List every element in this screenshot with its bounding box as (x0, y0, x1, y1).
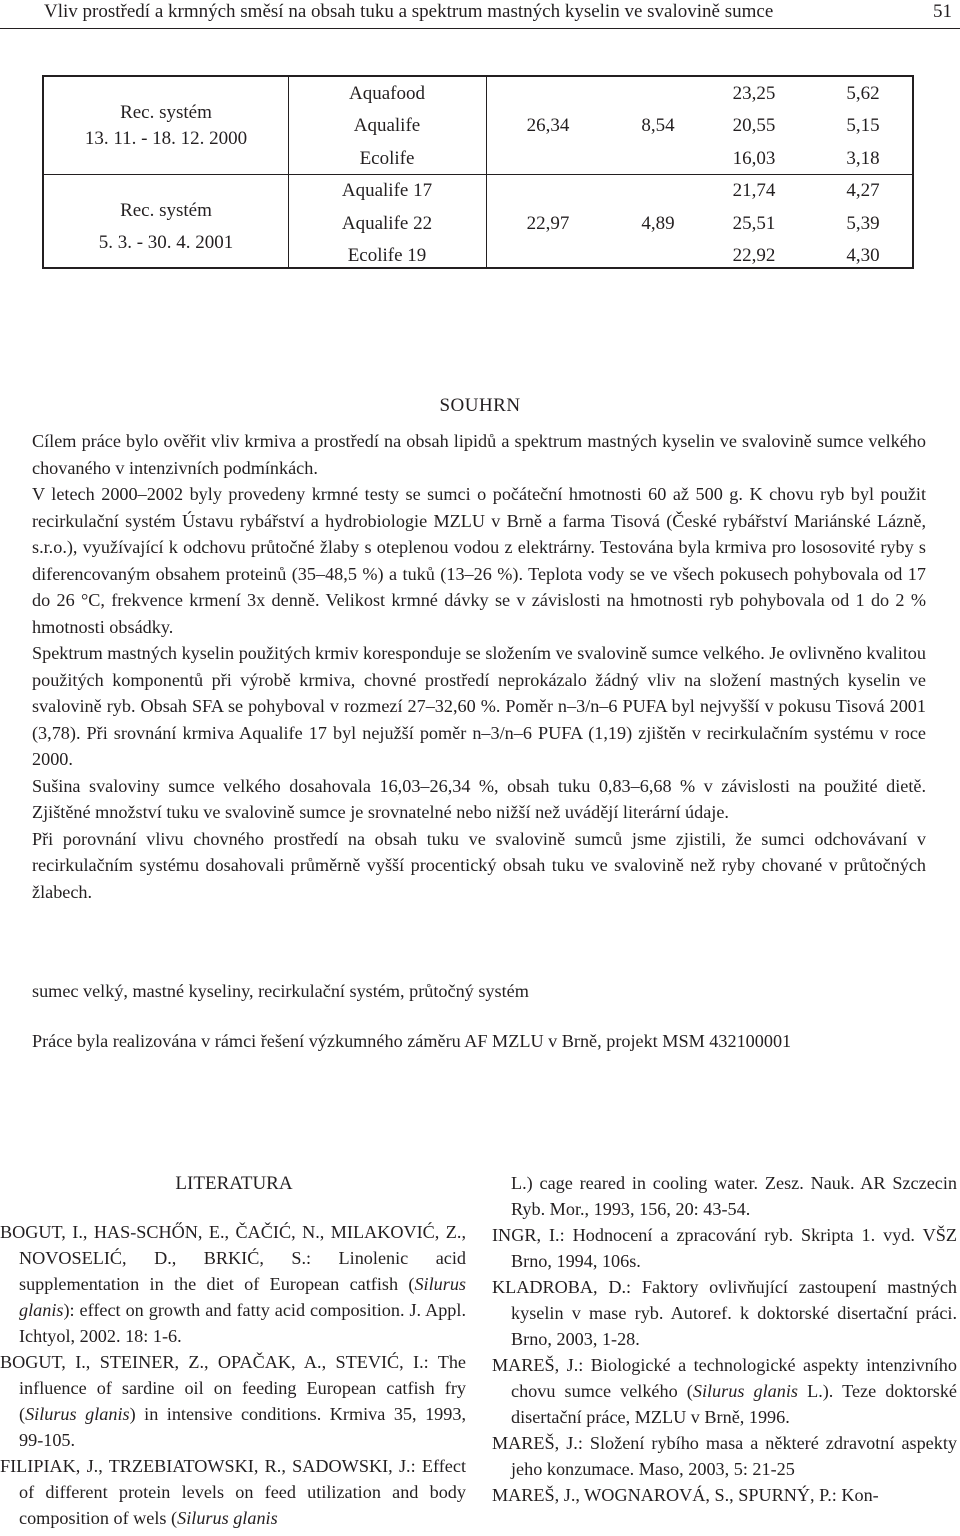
running-header (0, 0, 960, 29)
table-cell-feed: Ecolife (359, 148, 415, 169)
reference-text: BOGUT, I., HAS-SCHŐN, E., ČAČIĆ, N., MILAKOVIĆ, Z., NOVOSELIĆ, D., BRKIĆ, S.: Linolenic acid supplementation in the diet of European catfish ( (0, 1222, 466, 1294)
table-cell-value: 5,62 (846, 83, 880, 104)
table-cell-feed: Aqualife 22 (341, 213, 433, 234)
table-divider (486, 77, 487, 267)
table-cell-system: Rec. systém (120, 200, 212, 221)
table-cell-value: 22,92 (732, 245, 776, 266)
running-title: Vliv prostředí a krmných směsí na obsah tuku a spektrum mastných kyselin ve svalovině sumce (44, 1, 774, 22)
summary-paragraph: Spektrum mastných kyselin použitých krmiv koresponduje se složením ve svalovině sumce velkého. Je ovlivněno kvalitou použitých komponentů při výrobě krmiva, chovné prostředí neprokázalo žádný vliv na složení mastných kyselin ve svalovině ryb. Obsah SFA se pohyboval v rozmezí 27–32,60 %. Poměr n–3/n–6 PUFA byl nejvyšší v pokusu Tisová 2001 (3,78). Při srovnání krmiva Aqualife 17 byl nejužší poměr n–3/n–6 PUFA (1,19) zjištěn v recirkulačním systému v roce 2000. (32, 643, 926, 769)
species-name: Silurus glanis (177, 1508, 278, 1528)
reference-entry (0, 1349, 466, 1453)
table-cell-value: 4,30 (846, 245, 880, 266)
reference-column-right (492, 1170, 957, 1508)
summary-paragraph: Sušina svaloviny sumce velkého dosahovala 16,03–26,34 %, obsah tuku 0,83–6,68 % v závislosti na použité dietě. Zjištěné množství tuku ve svalovině sumce je srovnatelné nebo nižší než uvádějí literární údaje. (32, 775, 926, 822)
table-cell-value: 16,03 (732, 148, 776, 169)
reference-text: MAREŠ, J.: Biologické a technologické aspekty intenzivního chovu sumce velkého ( (492, 1355, 957, 1401)
literature-heading: LITERATURA (175, 1173, 293, 1194)
reference-entry (492, 1222, 957, 1274)
acknowledgement: Práce byla realizována v rámci řešení výzkumného záměru AF MZLU v Brně, projekt MSM 432100001 (32, 1031, 792, 1051)
table-cell-value: 4,27 (846, 180, 880, 201)
table-cell-system: Rec. systém (120, 102, 212, 123)
table-cell-period: 13. 11. - 18. 12. 2000 (84, 128, 248, 149)
summary-heading: SOUHRN (439, 395, 521, 416)
summary-body (32, 428, 926, 905)
reference-entry (0, 1219, 466, 1349)
table-cell-value: 3,18 (846, 148, 880, 169)
table-cell-value: 4,89 (641, 213, 675, 234)
species-name: Silurus glanis (692, 1381, 798, 1401)
reference-text: MAREŠ, J., WOGNAROVÁ, S., SPURNÝ, P.: Kon- (492, 1485, 879, 1505)
table-cell-value: 26,34 (526, 115, 570, 136)
summary-paragraph: V letech 2000–2002 byly provedeny krmné testy se sumci o počáteční hmotnosti 60 až 500 g. K chovu ryb byl použit recirkulační systém Ústavu rybářství a hydrobiologie MZLU v Brně a farma Tisová (České rybářství Mariánské Lázně, s.r.o.), využívající k odchovu průtočné žlaby s oteplenou vodou z elektrárny. Testována byla krmiva pro lososovité ryby s diferencovaným obsahem proteinů (35–48,5 %) a tuků (13–26 %). Teplota vody se ve všech pokusech pohybovala od 17 do 26 °C, frekvence krmení 3x denně. Velikost krmné dávky se v závislosti na hmotnosti ryb pohybovala od 1 do 2 % hmotnosti obsádky. (32, 484, 926, 637)
reference-entry (0, 1453, 466, 1531)
reference-text: FILIPIAK, J., TRZEBIATOWSKI, R., SADOWSKI, J.: Effect of different protein levels on feed utilization and body composition of wels ( (0, 1456, 466, 1528)
table-cell-value: 5,15 (846, 115, 880, 136)
summary-paragraph: Při porovnání vlivu chovného prostředí na obsah tuku ve svalovině sumců jsme zjistili, že sumci odchovávaní v recirkulačním systému dosahovali průměrně vyšší procentický obsah tuku ve svalovině než ryby chované v průtočných žlabech. (32, 828, 926, 902)
reference-text: KLADROBA, D.: Faktory ovlivňující zastoupení mastných kyselin v mase ryb. Autoref. k doktorské disertační práci. Brno, 2003, 1-28. (492, 1277, 957, 1349)
keywords: sumec velký, mastné kyseliny, recirkulační systém, průtočný systém (32, 981, 529, 1001)
reference-text: L.). Teze doktorské disertační práce, MZLU v Brně, 1996. (511, 1381, 958, 1427)
reference-text: INGR, I.: Hodnocení a zpracování ryb. Skripta 1. vyd. VŠZ Brno, 1994, 106s. (492, 1225, 957, 1271)
reference-entry (492, 1430, 957, 1482)
reference-column-left (0, 1219, 466, 1531)
table-divider (44, 174, 912, 175)
table-cell-value: 20,55 (732, 115, 776, 136)
species-name: Silurus glanis (19, 1274, 466, 1320)
table-cell-period: 5. 3. - 30. 4. 2001 (98, 232, 234, 253)
reference-text: MAREŠ, J.: Složení rybího masa a některé zdravotní aspekty jeho konzumace. Maso, 2003, 5: 21-25 (492, 1433, 957, 1479)
table-cell-feed: Aquafood (349, 83, 425, 104)
table-cell-value: 5,39 (846, 213, 880, 234)
species-name: Silurus glanis (25, 1404, 130, 1424)
reference-entry (492, 1482, 957, 1508)
reference-text: ): effect on growth and fatty acid composition. J. Appl. Ichtyol, 2002. 18: 1-6. (19, 1300, 466, 1346)
results-table (42, 75, 914, 269)
table-cell-feed: Aqualife 17 (341, 180, 433, 201)
table-cell-value: 23,25 (732, 83, 776, 104)
reference-entry (492, 1352, 957, 1430)
table-cell-feed: Aqualife (353, 115, 421, 136)
reference-text: ) in intensive conditions. Krmiva 35, 1993, 99-105. (19, 1404, 466, 1450)
reference-continuation: L.) cage reared in cooling water. Zesz. Nauk. AR Szczecin Ryb. Mor., 1993, 156, 20: 43-54. (511, 1173, 957, 1219)
table-cell-value: 8,54 (641, 115, 675, 136)
reference-entry (492, 1274, 957, 1352)
table-cell-value: 21,74 (732, 180, 776, 201)
table-cell-value: 25,51 (732, 213, 776, 234)
table-cell-feed: Ecolife 19 (347, 245, 427, 266)
page-number: 51 (933, 1, 952, 22)
reference-text: BOGUT, I., STEINER, Z., OPAČAK, A., STEVIĆ, I.: The influence of sardine oil on feeding European catfish fry ( (0, 1352, 466, 1424)
summary-paragraph: Cílem práce bylo ověřit vliv krmiva a prostředí na obsah lipidů a spektrum mastných kyselin ve svalovině sumce velkého chovaného v intenzivních podmínkách. (32, 431, 926, 478)
table-cell-value: 22,97 (526, 213, 570, 234)
